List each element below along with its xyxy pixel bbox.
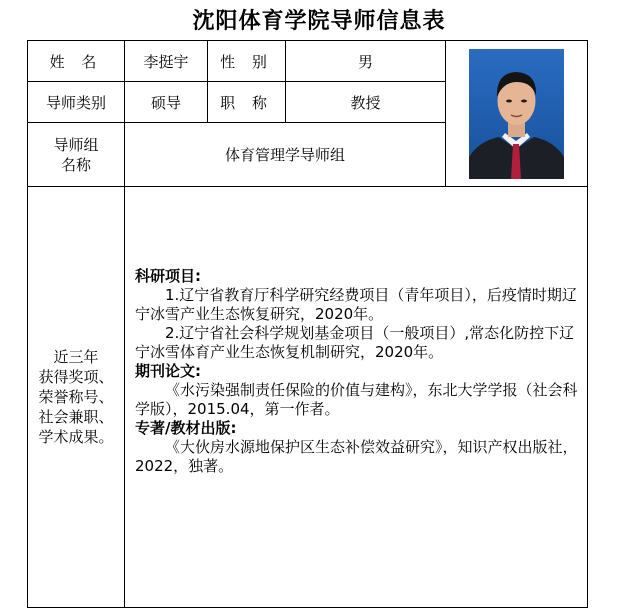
name-value: 李挺宇	[125, 41, 208, 82]
page-title: 沈阳体育学院导师信息表	[192, 8, 446, 34]
group-label-line-1: 导师组	[53, 135, 99, 154]
achievements-content	[125, 187, 588, 608]
achieve-label-line-2: 获得奖项、	[38, 368, 114, 386]
tutor-type-value: 硕导	[125, 82, 208, 123]
paper-item-1: 《水污染强制责任保险的价值与建构》，东北大学学报（社会科学版），2015.04，第一作者。	[135, 381, 578, 418]
group-name-label	[28, 123, 125, 187]
title-rank-label: 职 称	[208, 82, 286, 123]
title-rank-value: 教授	[286, 82, 446, 123]
gender-label: 性 别	[208, 41, 286, 82]
achieve-label-line-5: 学术成果。	[38, 428, 114, 446]
achieve-label-line-3: 荣誉称号、	[38, 388, 114, 406]
achieve-label-line-4: 社会兼职、	[38, 408, 114, 426]
name-label: 姓 名	[28, 41, 125, 82]
research-heading: 科研项目:	[135, 267, 201, 285]
achievements-label	[28, 187, 125, 608]
group-name-value: 体育管理学导师组	[125, 123, 446, 187]
research-item-1: 1.辽宁省教育厅科学研究经费项目（青年项目），后疫情时期辽宁冰雪产业生态恢复研究，2020年。	[135, 286, 577, 323]
research-item-2: 2.辽宁省社会科学规划基金项目（一般项目）,常态化防控下辽宁冰雪体育产业生态恢复机制研究，2020年。	[135, 324, 575, 361]
achieve-label-line-1: 近三年	[53, 348, 99, 366]
paper-heading: 期刊论文:	[135, 362, 201, 380]
info-table	[27, 40, 588, 608]
book-item-1: 《大伙房水源地保护区生态补偿效益研究》，知识产权出版社，2022，独著。	[135, 438, 578, 475]
book-heading: 专著/教材出版:	[135, 419, 237, 437]
photo-cell	[446, 41, 588, 187]
gender-value: 男	[286, 41, 446, 82]
portrait-photo	[469, 49, 564, 179]
group-label-line-2: 名称	[60, 155, 91, 174]
tutor-type-label: 导师类别	[28, 82, 125, 123]
